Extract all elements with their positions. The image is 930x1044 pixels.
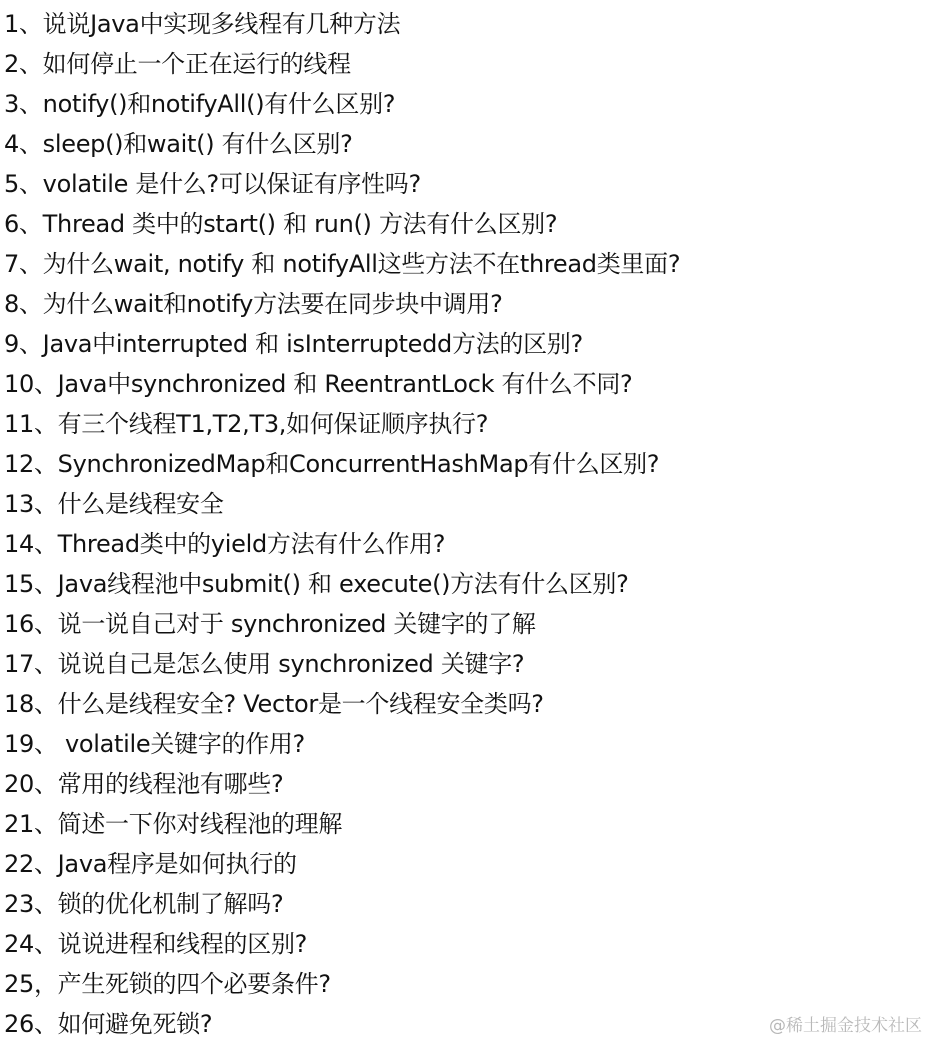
list-item: 21、简述一下你对线程池的理解 bbox=[4, 810, 343, 838]
list-item: 15、Java线程池中submit() 和 execute()方法有什么区别? bbox=[4, 570, 629, 598]
list-item: 2、如何停止一个正在运行的线程 bbox=[4, 50, 351, 78]
list-item: 14、Thread类中的yield方法有什么作用? bbox=[4, 530, 446, 558]
list-item: 6、Thread 类中的start() 和 run() 方法有什么区别? bbox=[4, 210, 558, 238]
list-item: 10、Java中synchronized 和 ReentrantLock 有什么不同? bbox=[4, 370, 633, 398]
list-item: 1、说说Java中实现多线程有几种方法 bbox=[4, 10, 401, 38]
list-item: 5、volatile 是什么?可以保证有序性吗? bbox=[4, 170, 421, 198]
list-item: 22、Java程序是如何执行的 bbox=[4, 850, 297, 878]
list-item: 24、说说进程和线程的区别? bbox=[4, 930, 308, 958]
list-item: 11、有三个线程T1,T2,T3,如何保证顺序执行? bbox=[4, 410, 489, 438]
list-item: 23、锁的优化机制了解吗? bbox=[4, 890, 284, 918]
question-list bbox=[4, 4, 924, 1044]
list-item: 16、说一说自己对于 synchronized 关键字的了解 bbox=[4, 610, 536, 638]
list-item: 8、为什么wait和notify方法要在同步块中调用? bbox=[4, 290, 503, 318]
watermark: @稀土掘金技术社区 bbox=[769, 1016, 922, 1036]
list-item: 19、 volatile关键字的作用? bbox=[4, 730, 305, 758]
list-item: 12、SynchronizedMap和ConcurrentHashMap有什么区别? bbox=[4, 450, 660, 478]
list-item: 9、Java中interrupted 和 isInterruptedd方法的区别? bbox=[4, 330, 583, 358]
list-item: 18、什么是线程安全? Vector是一个线程安全类吗? bbox=[4, 690, 544, 718]
list-item: 20、常用的线程池有哪些? bbox=[4, 770, 284, 798]
list-item: 3、notify()和notifyAll()有什么区别? bbox=[4, 90, 396, 118]
list-item: 4、sleep()和wait() 有什么区别? bbox=[4, 130, 353, 158]
list-item: 26、如何避免死锁? bbox=[4, 1010, 213, 1038]
list-item: 17、说说自己是怎么使用 synchronized 关键字? bbox=[4, 650, 525, 678]
list-item: 7、为什么wait, notify 和 notifyAll这些方法不在thread类里面? bbox=[4, 250, 681, 278]
list-item: 25，产生死锁的四个必要条件? bbox=[4, 970, 331, 998]
list-item: 13、什么是线程安全 bbox=[4, 490, 224, 518]
